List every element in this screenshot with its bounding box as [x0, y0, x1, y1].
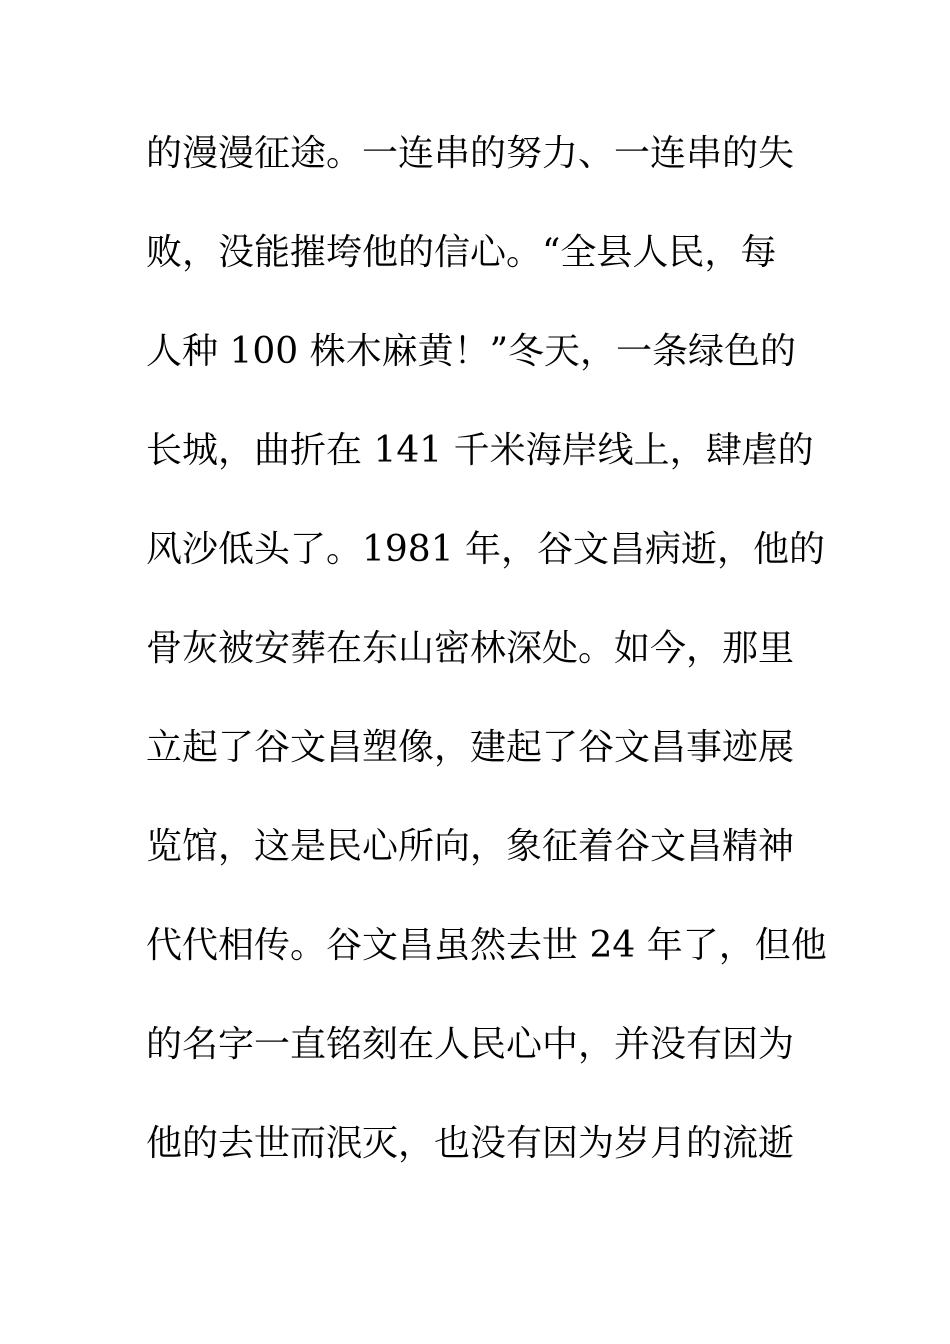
text-line: 他的去世而泯灭，也没有因为岁月的流逝 [146, 1123, 795, 1164]
text-line: 立起了谷文昌塑像，建起了谷文昌事迹展 [146, 727, 795, 768]
text-line: 的名字一直铭刻在人民心中，并没有因为 [146, 1024, 795, 1065]
body-text [146, 122, 826, 1211]
text-line: 览馆，这是民心所向，象征着谷文昌精神 [146, 826, 795, 867]
text-line: 风沙低头了。1981 年，谷文昌病逝，他的 [146, 529, 826, 570]
text-line: 骨灰被安葬在东山密林深处。如今，那里 [146, 628, 795, 669]
text-line: 的漫漫征途。一连串的努力、一连串的失 [146, 133, 795, 174]
text-line: 败，没能摧垮他的信心。“全县人民，每 [146, 232, 777, 273]
text-line: 代代相传。谷文昌虽然去世 24 年了，但他 [146, 925, 827, 966]
text-line: 人种 100 株木麻黄！”冬天，一条绿色的 [146, 331, 797, 372]
text-line: 长城，曲折在 141 千米海岸线上，肆虐的 [146, 430, 814, 471]
